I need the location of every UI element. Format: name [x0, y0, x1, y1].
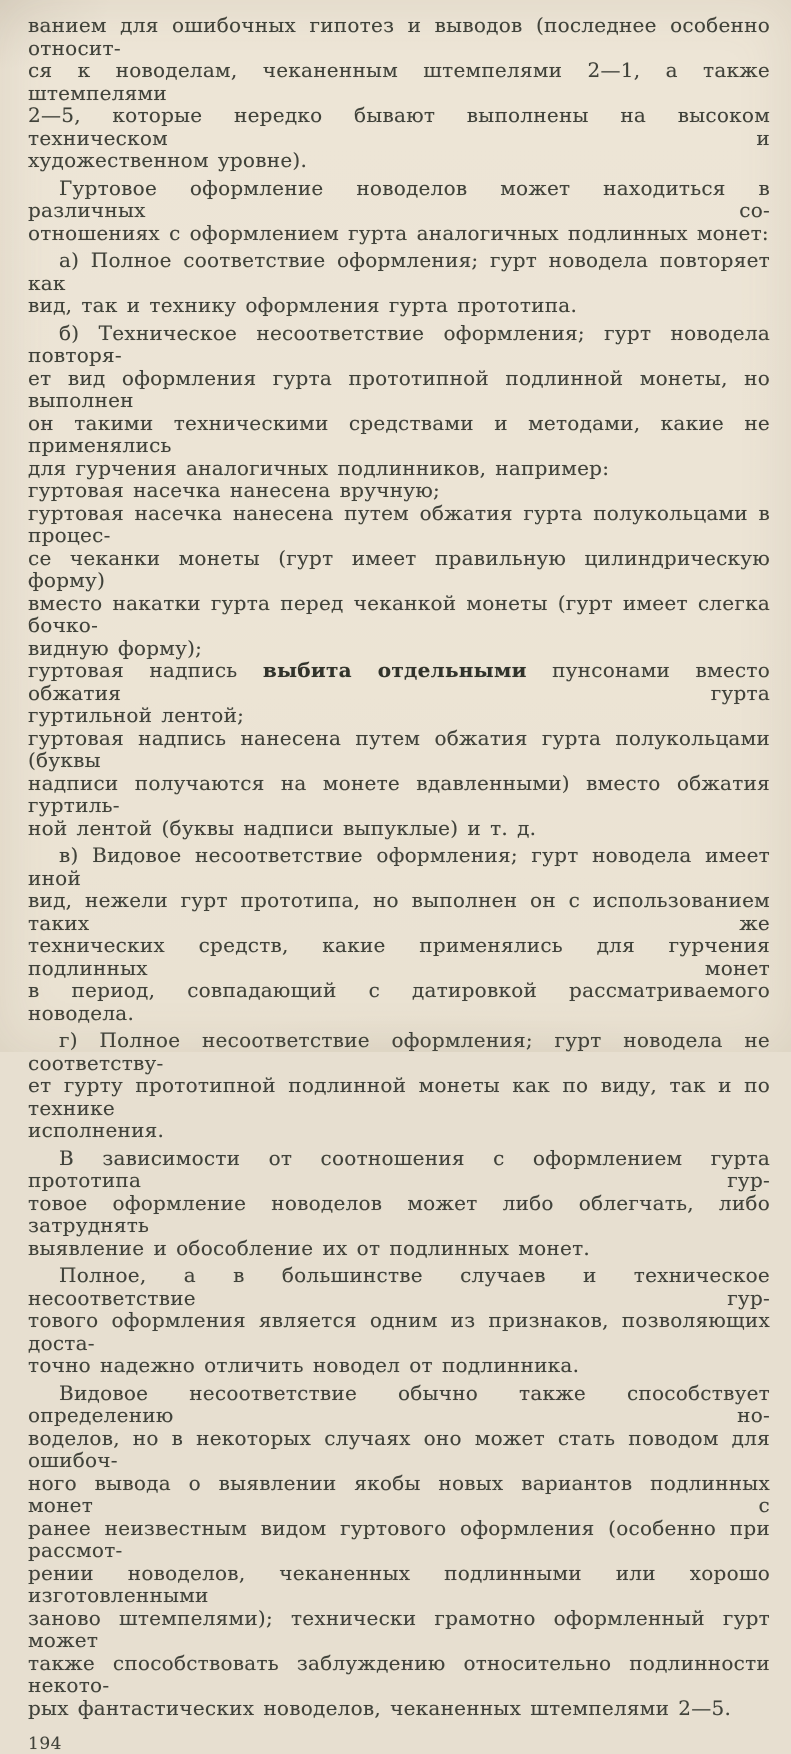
text-line: тового оформления является одним из признаков, позволяющих доста- — [28, 1308, 770, 1355]
text-line: художественном уровне). — [28, 148, 308, 172]
text-line: вид, нежели гурт прототипа, но выполнен он с использованием таких же — [28, 888, 770, 935]
text-line: 2—5, которые нередко бывают выполнены на высоком техническом и — [28, 103, 770, 150]
text-line: технических средств, какие применялись для гурчения подлинных монет — [28, 933, 770, 980]
paragraph — [28, 1029, 770, 1142]
text-line: се чеканки монеты (гурт имеет правильную цилиндрическую форму) — [28, 545, 770, 592]
text-line: ного вывода о выявлении якобы новых вариантов подлинных монет с — [28, 1470, 770, 1517]
paragraph — [28, 502, 770, 660]
text-line: а) Полное соответствие оформления; гурт новодела повторяет как — [28, 248, 770, 295]
text-line: в период, совпадающий с датировкой рассматриваемого новодела. — [28, 978, 770, 1025]
page-text — [28, 14, 770, 1719]
text-line: гуртовая насечка нанесена путем обжатия гурта полукольцами в процес- — [28, 500, 770, 547]
text-line: вместо накатки гурта перед чеканкой монеты (гурт имеет слегка бочко- — [28, 590, 770, 637]
text-line: ранее неизвестным видом гуртового оформления (особенно при рассмот- — [28, 1515, 770, 1562]
paragraph — [28, 727, 770, 840]
text-line: также способствовать заблуждению относительно подлинности некото- — [28, 1650, 770, 1697]
text-line: он такими техническими средствами и методами, какие не применялись — [28, 410, 770, 457]
text-line: г) Полное несоответствие оформления; гурт новодела не соответству- — [28, 1028, 770, 1075]
text-line: Полное, а в большинстве случаев и техническое несоответствие гур- — [28, 1263, 770, 1310]
text-line: воделов, но в некоторых случаях оно может стать поводом для ошибоч- — [28, 1425, 770, 1472]
paragraph — [28, 1147, 770, 1260]
paragraph — [28, 322, 770, 480]
text-line: видную форму); — [28, 635, 203, 660]
text-line: вид, так и технику оформления гурта прототипа. — [28, 293, 578, 317]
text-segment: пунсонами вместо обжатия гурта — [28, 658, 770, 705]
text-line: отношениях с оформлением гурта аналогичных подлинных монет: — [28, 220, 769, 245]
text-line: ет гурту прототипной подлинной монеты как по виду, так и по технике — [28, 1073, 770, 1120]
text-line: ся к новоделам, чеканенным штемпелями 2—1, а также штемпелями — [28, 58, 770, 105]
paragraph — [28, 479, 770, 502]
text-line: в) Видовое несоответствие оформления; гурт новодела имеет иной — [28, 843, 770, 890]
paragraph — [28, 1264, 770, 1377]
text-segment: гуртовая надпись — [28, 658, 263, 682]
page-number: 194 — [28, 1734, 62, 1754]
text-line: Гуртовое оформление новоделов может находиться в различных со- — [28, 175, 770, 222]
text-line: гуртовая надпись нанесена путем обжатия гурта полукольцами (буквы — [28, 725, 770, 772]
text-line: рых фантастических новоделов, чеканенных штемпелями 2—5. — [28, 1695, 732, 1720]
text-line: выявление и обособление их от подлинных монет. — [28, 1235, 590, 1260]
paragraph — [28, 14, 770, 172]
text-line: ванием для ошибочных гипотез и выводов (последнее особенно относит- — [28, 13, 770, 60]
text-line: В зависимости от соотношения с оформлением гурта прототипа гур- — [28, 1145, 770, 1192]
text-line: исполнения. — [28, 1118, 165, 1142]
text-segment: выбита отдельными — [262, 658, 527, 682]
paragraph — [28, 177, 770, 245]
text-line: гуртовая насечка нанесена вручную; — [28, 478, 440, 502]
text-line: точно надежно отличить новодел от подлинника. — [28, 1353, 580, 1377]
text-line: Видовое несоответствие обычно также способствует определению но- — [28, 1380, 770, 1427]
paragraph — [28, 1382, 770, 1720]
text-line: б) Техническое несоответствие оформления; гурт новодела повторя- — [28, 320, 770, 367]
paragraph — [28, 249, 770, 317]
text-line: заново штемпелями); технически грамотно оформленный гурт может — [28, 1605, 770, 1652]
text-line: гуртильной лентой; — [28, 703, 245, 727]
paragraph — [28, 659, 770, 727]
paragraph — [28, 844, 770, 1024]
text-line: рении новоделов, чеканенных подлинными или хорошо изготовленными — [28, 1560, 770, 1607]
text-line: товое оформление новоделов может либо облегчать, либо затруднять — [28, 1190, 770, 1237]
text-line: ет вид оформления гурта прототипной подлинной монеты, но выполнен — [28, 365, 770, 412]
text-line: надписи получаются на монете вдавленными) вместо обжатия гуртиль- — [28, 770, 770, 817]
text-line — [28, 659, 770, 704]
text-line: для гурчения аналогичных подлинников, например: — [28, 455, 610, 480]
text-line: ной лентой (буквы надписи выпуклые) и т. д. — [28, 815, 537, 840]
